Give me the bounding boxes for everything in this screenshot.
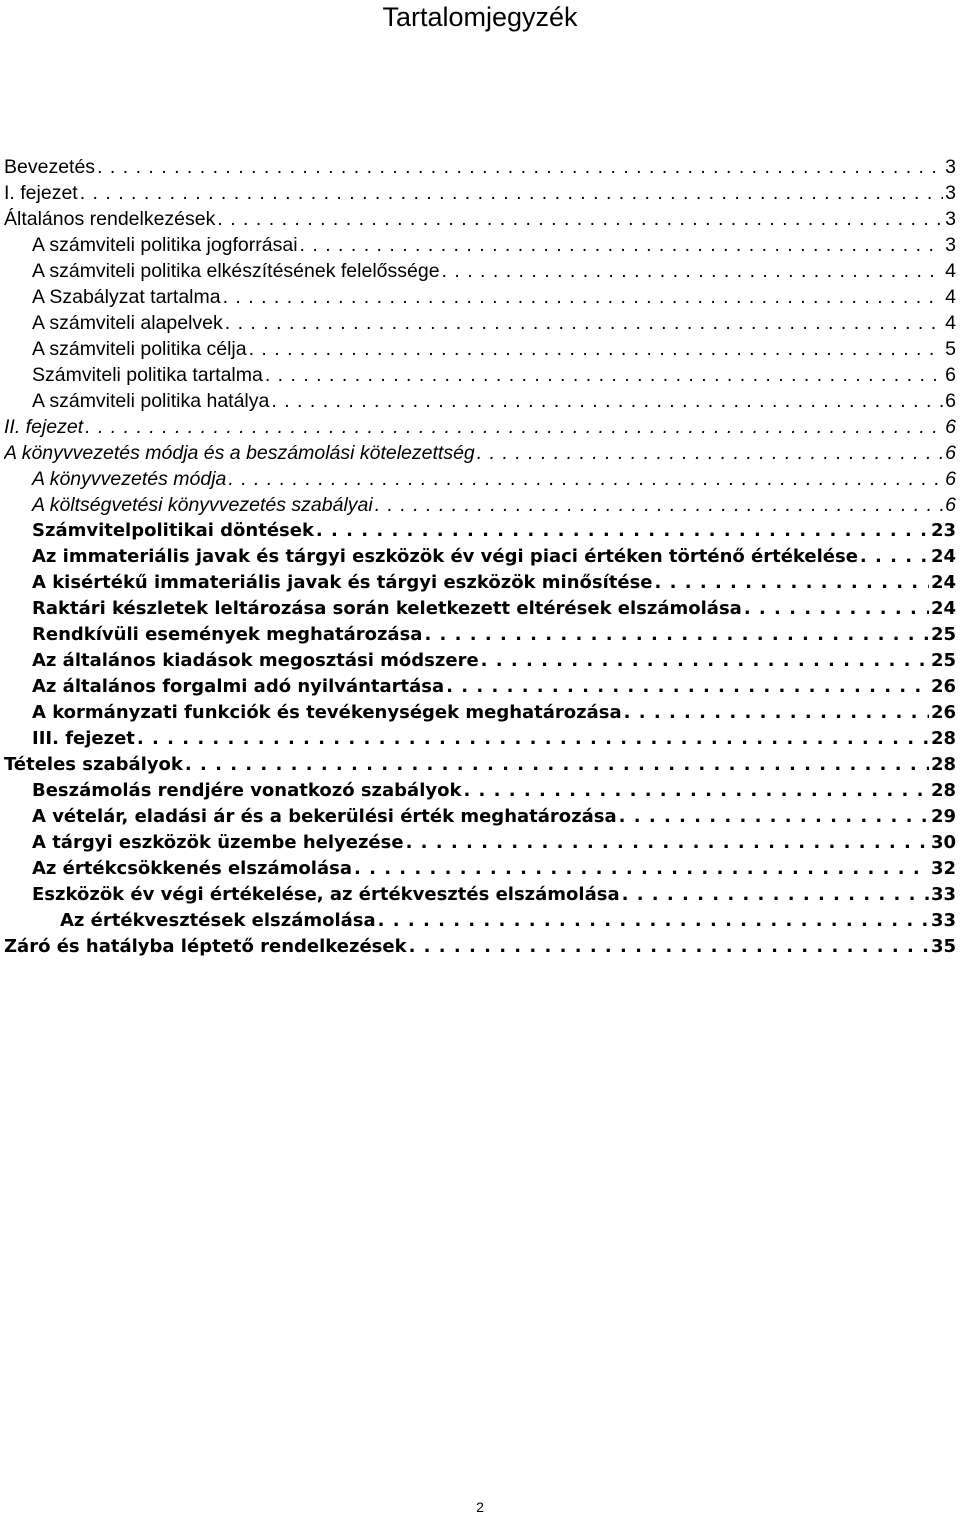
toc-entry[interactable]: [4, 648, 956, 674]
toc-leader-dots: [85, 414, 943, 440]
toc-entry-page: 6: [945, 494, 956, 516]
toc-entry-page: 33: [930, 884, 956, 905]
toc-entry-label: A kisértékű immateriális javak és tárgyi eszközök minősítése: [32, 572, 653, 593]
toc-entry-page: 6: [945, 390, 956, 412]
toc-entry-page: 25: [930, 624, 956, 645]
toc-leader-dots: [424, 622, 929, 648]
toc-entry-label: Eszközök év végi értékelése, az értékvesztés elszámolása: [32, 884, 620, 905]
toc-entry[interactable]: [4, 466, 956, 492]
toc-entry[interactable]: [4, 570, 956, 596]
toc-entry-page: 24: [930, 546, 956, 567]
toc-entry-page: 30: [930, 832, 956, 853]
toc-entry-label: A tárgyi eszközök üzembe helyezése: [32, 832, 404, 853]
toc-entry-page: 4: [945, 312, 956, 334]
toc-entry-page: 28: [930, 754, 956, 775]
toc-entry-label: Az immateriális javak és tárgyi eszközök év végi piaci értéken történő értékelése: [32, 546, 858, 567]
toc-leader-dots: [97, 154, 943, 180]
toc-leader-dots: [354, 856, 929, 882]
toc-entry-label: Rendkívüli események meghatározása: [32, 624, 423, 645]
page-number: 2: [476, 1499, 484, 1515]
toc-leader-dots: [446, 674, 929, 700]
toc-entry-label: A Szabályzat tartalma: [32, 286, 221, 308]
toc-leader-dots: [225, 310, 943, 336]
toc-entry-page: 23: [930, 520, 956, 541]
toc-entry-label: A könyvvezetés módja és a beszámolási kötelezettség: [4, 442, 475, 464]
toc-leader-dots: [375, 492, 943, 518]
toc-leader-dots: [265, 362, 943, 388]
toc-entry[interactable]: [4, 622, 956, 648]
toc-entry[interactable]: [4, 596, 956, 622]
toc-entry-label: Tételes szabályok: [4, 754, 183, 775]
toc-leader-dots: [300, 232, 944, 258]
toc-entry-label: Az értékvesztések elszámolása: [60, 910, 376, 931]
toc-entry-page: 28: [930, 780, 956, 801]
toc-entry-page: 24: [930, 572, 956, 593]
toc-leader-dots: [860, 544, 929, 570]
toc-entry[interactable]: [4, 726, 956, 752]
toc-entry-label: A vételár, eladási ár és a bekerülési érték meghatározása: [32, 806, 617, 827]
toc-leader-dots: [477, 440, 943, 466]
page-title: Tartalomjegyzék: [382, 2, 578, 32]
toc-entry[interactable]: [4, 856, 956, 882]
toc-entry-label: Raktári készletek leltározása során keletkezett eltérések elszámolása: [32, 598, 742, 619]
toc-entry-page: 25: [930, 650, 956, 671]
toc-leader-dots: [228, 466, 943, 492]
toc-entry[interactable]: [4, 258, 956, 284]
toc-leader-dots: [619, 804, 929, 830]
toc-leader-dots: [217, 206, 943, 232]
toc-entry-label: III. fejezet: [32, 728, 135, 749]
toc-leader-dots: [378, 908, 929, 934]
toc-leader-dots: [185, 752, 929, 778]
toc-entry-label: Számviteli politika tartalma: [32, 364, 263, 386]
toc-leader-dots: [655, 570, 929, 596]
toc-entry[interactable]: [4, 908, 956, 934]
toc-entry-page: 32: [930, 858, 956, 879]
toc-leader-dots: [137, 726, 929, 752]
toc-leader-dots: [223, 284, 944, 310]
toc-entry[interactable]: [4, 674, 956, 700]
toc-entry[interactable]: [4, 934, 956, 960]
toc-entry-page: 5: [945, 338, 956, 360]
toc-entry[interactable]: [4, 284, 956, 310]
toc-leader-dots: [80, 180, 943, 206]
toc-entry-label: A számviteli politika hatálya: [32, 390, 270, 412]
toc-entry-label: Záró és hatályba léptető rendelkezések: [4, 936, 407, 957]
toc-leader-dots: [249, 336, 944, 362]
toc-leader-dots: [622, 882, 929, 908]
toc-entry[interactable]: [4, 830, 956, 856]
toc-entry-label: Az általános kiadások megosztási módszere: [32, 650, 479, 671]
toc-entry[interactable]: [4, 700, 956, 726]
toc-leader-dots: [481, 648, 929, 674]
toc-entry[interactable]: [4, 414, 956, 440]
toc-entry-page: 6: [945, 364, 956, 386]
toc-entry-label: A kormányzati funkciók és tevékenységek meghatározása: [32, 702, 622, 723]
toc-leader-dots: [463, 778, 929, 804]
toc-entry-label: I. fejezet: [4, 182, 78, 204]
toc-entry-label: A számviteli politika jogforrásai: [32, 234, 298, 256]
toc-entry-page: 28: [930, 728, 956, 749]
toc-entry[interactable]: [4, 232, 956, 258]
toc-entry-page: 26: [930, 676, 956, 697]
toc-leader-dots: [271, 388, 943, 414]
toc-entry-page: 6: [945, 442, 956, 464]
toc-leader-dots: [442, 258, 944, 284]
toc-entry[interactable]: [4, 882, 956, 908]
toc-entry-page: 3: [945, 156, 956, 178]
toc-entry-label: Az értékcsökkenés elszámolása: [32, 858, 352, 879]
toc-entry-page: 33: [930, 910, 956, 931]
toc-leader-dots: [406, 830, 929, 856]
toc-entry[interactable]: [4, 154, 956, 180]
toc-leader-dots: [316, 518, 929, 544]
toc-entry[interactable]: [4, 362, 956, 388]
toc-entry[interactable]: [4, 492, 956, 518]
toc-entry-page: 29: [930, 806, 956, 827]
toc-entry[interactable]: [4, 206, 956, 232]
toc-entry-label: A költségvetési könyvvezetés szabályai: [32, 494, 373, 516]
toc-entry[interactable]: [4, 518, 956, 544]
toc-entry-label: A számviteli politika elkészítésének felelőssége: [32, 260, 440, 282]
toc-entry[interactable]: [4, 440, 956, 466]
toc-entry-label: A számviteli politika célja: [32, 338, 247, 360]
toc-entry-page: 26: [930, 702, 956, 723]
toc-entry-page: 3: [945, 208, 956, 230]
toc-leader-dots: [744, 596, 929, 622]
toc-entry[interactable]: [4, 778, 956, 804]
toc-leader-dots: [624, 700, 929, 726]
table-of-contents: [4, 154, 956, 960]
toc-entry-page: 24: [930, 598, 956, 619]
toc-entry[interactable]: [4, 310, 956, 336]
toc-entry-label: A számviteli alapelvek: [32, 312, 223, 334]
toc-entry-label: Beszámolás rendjére vonatkozó szabályok: [32, 780, 462, 801]
toc-entry-page: 6: [945, 416, 956, 438]
toc-entry-page: 3: [945, 182, 956, 204]
toc-entry-page: 3: [945, 234, 956, 256]
toc-entry[interactable]: [4, 544, 956, 570]
toc-leader-dots: [409, 934, 929, 960]
toc-entry-page: 4: [945, 286, 956, 308]
toc-entry-label: Számvitelpolitikai döntések: [32, 520, 314, 541]
toc-entry-page: 6: [945, 468, 956, 490]
toc-entry[interactable]: [4, 336, 956, 362]
toc-entry[interactable]: [4, 752, 956, 778]
toc-entry-page: 35: [930, 936, 956, 957]
toc-entry[interactable]: [4, 804, 956, 830]
toc-entry[interactable]: [4, 180, 956, 206]
toc-entry-label: A könyvvezetés módja: [32, 468, 227, 490]
toc-entry-label: Bevezetés: [4, 156, 96, 178]
toc-entry-label: II. fejezet: [4, 416, 84, 438]
toc-entry[interactable]: [4, 388, 956, 414]
toc-entry-label: Az általános forgalmi adó nyilvántartása: [32, 676, 445, 697]
toc-entry-page: 4: [945, 260, 956, 282]
toc-entry-label: Általános rendelkezések: [4, 208, 216, 230]
